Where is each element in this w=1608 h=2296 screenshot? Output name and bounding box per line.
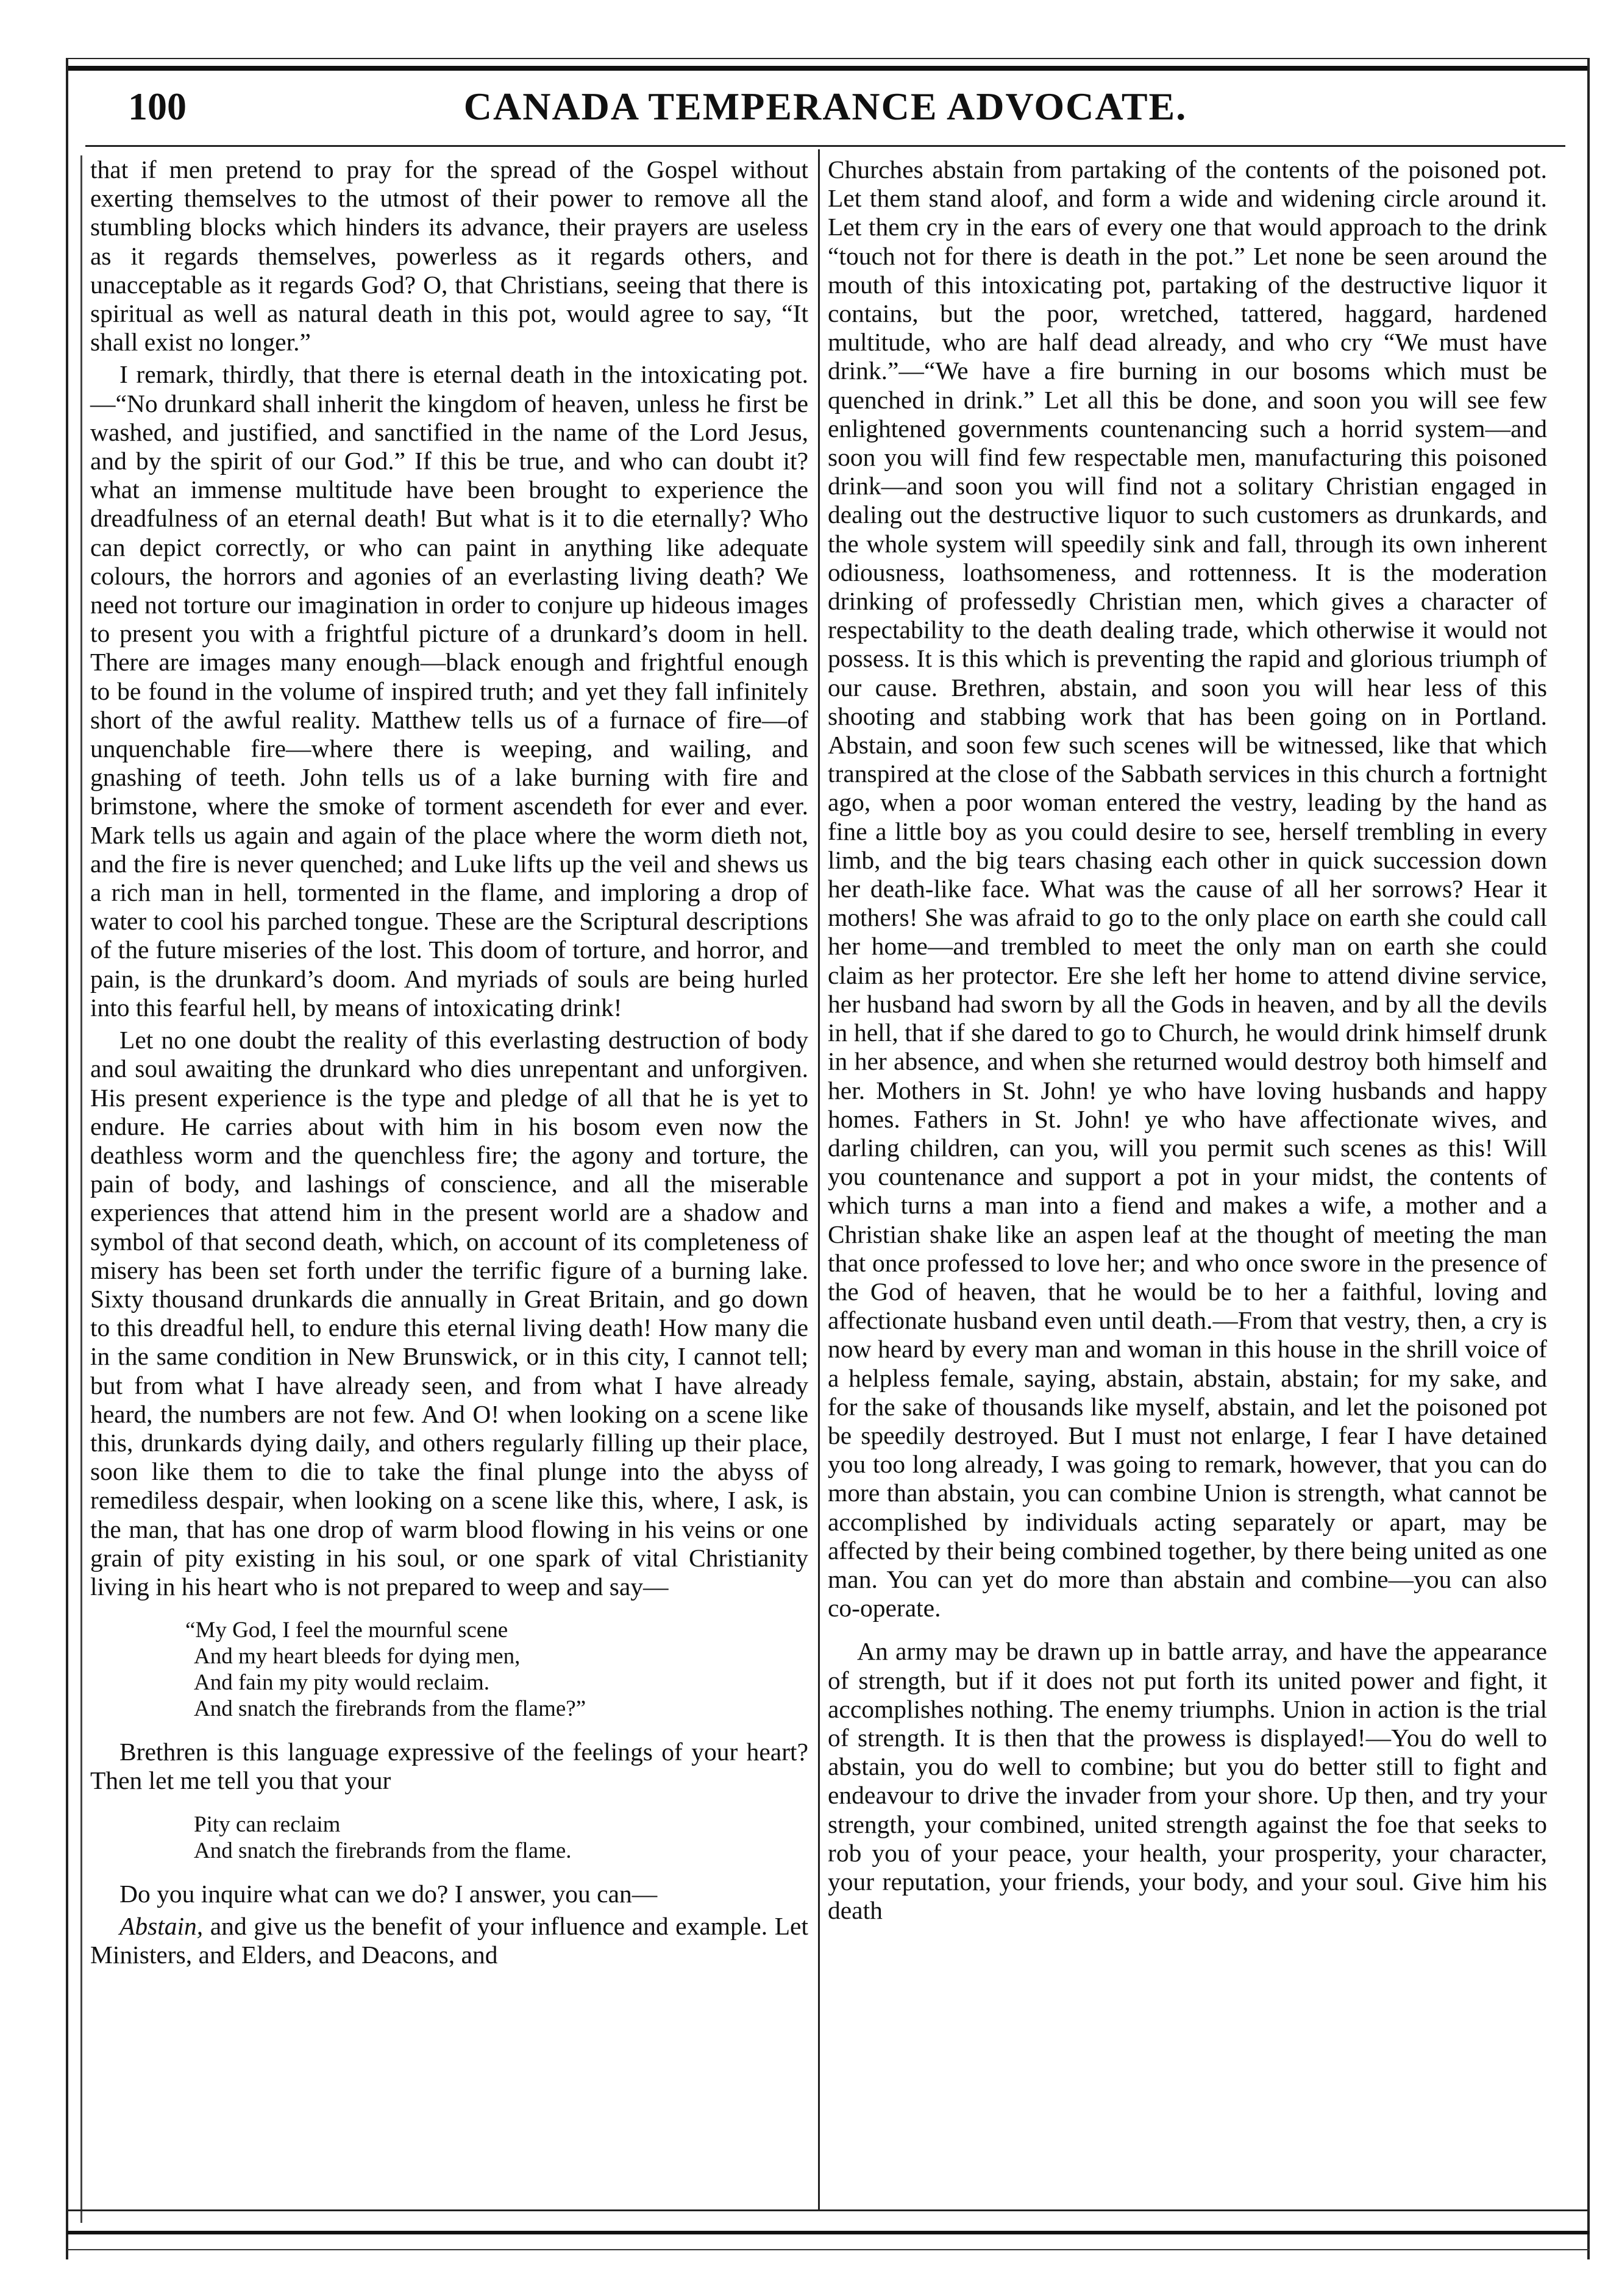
column-divider (818, 149, 820, 2209)
left-column (90, 155, 808, 1969)
page-header (85, 73, 1565, 140)
right-column (828, 155, 1547, 1925)
paragraph: Churches abstain from partaking of the contents of the poisoned pot. Let them stand aloof, and form a wide and widening circle around it. Let them cry in the ears of every one that would approach to the drink “touch not for there is death in the pot.” Let none be seen around the mouth of this intoxicating pot, partaking of the destructive liquor it contains, but the poor, wretched, tattered, haggard, hardened multitude, who are half dead already, and who cry “We must have drink.”—“We have a fire burning in our bosoms which must be quenched in drink.” Let all this be done, and soon you will see few enlightened governments countenancing such a horrid system—and soon you will find few respectable men, manufacturing this poisoned drink—and soon you will find not a solitary Christian engaged in dealing out the destructive liquor to such customers as drunkards, and the whole system will speedily sink and fall, through its own inherent odiousness, loathsomeness, and rottenness. It is the moderation drinking of professedly Christian men, which gives a character of respectability to the death dealing trade, which otherwise it would not possess. It is this which is preventing the rapid and glorious triumph of our cause. Brethren, abstain, and soon you will hear less of this shooting and stabbing work that has been going on in Portland. Abstain, and soon few such scenes will be witnessed, like that which transpired at the close of the Sabbath services in this church a fortnight ago, when a poor woman entered the vestry, leading by the hand as fine a little boy as you could desire to see, herself trembling in every limb, and the big tears chasing each other in quick succession down her death-like face. What was the cause of all her sorrows? Hear it mothers! She was afraid to go to the only place on earth she could call her home—and trembled to meet the only man on earth she could claim as her protector. Ere she left her home to attend divine service, her husband had sworn by all the Gods in heaven, and by all the devils in hell, that if she dared to go to Church, he would drink himself drunk in her absence, and when she returned would destroy both himself and her. Mothers in St. John! ye who have loving husbands and happy homes. Fathers in St. John! ye who have affectionate wives, and darling children, can you, will you permit such scenes as this! Will you countenance and support a pot in your midst, the contents of which turns a man into a fiend and makes a wife, a mother and a Christian shake like an aspen leaf at the thought of meeting the man that once professed to love her; and who once swore in the presence of the God of heaven, that he would be to her a faithful, loving and affectionate husband even until death.—From that vestry, then, a cry is now heard by every man and woman in this house in the shrill voice of a helpless female, saying, abstain, abstain, abstain; for my sake, and for the sake of thousands like myself, abstain, and let the poisoned pot be speedily destroyed. But I must not enlarge, I fear I have detained you too long already, I was going to remark, however, that you can do more than abstain, you can combine Union is strength, what cannot be accomplished by individuals acting separately or apart, may be affected by their being combined together, by there being united as one man. You can yet do more than abstain and combine—you can also co-operate. (828, 155, 1547, 1622)
page-number: 100 (128, 85, 187, 128)
left-inner-rule (80, 155, 82, 2223)
verse-line: And my heart bleeds for dying men, (194, 1644, 521, 1669)
verse-quote (185, 1617, 808, 1722)
paragraph-gap (828, 1622, 1547, 1637)
right-border-rule (1587, 58, 1590, 2259)
verse-line: And fain my pity would reclaim. (194, 1670, 490, 1696)
top-thin-rule (67, 58, 1590, 59)
bottom-thick-rule (67, 2231, 1590, 2234)
verse-line: And snatch the firebrands from the flame. (194, 1838, 572, 1863)
running-title: CANADA TEMPERANCE ADVOCATE. (463, 85, 1187, 128)
paragraph: Let no one doubt the reality of this everlasting destruction of body and soul awaiting the drunkard who dies unrepentant and unforgiven. His present experience is the type and pledge of all that he is yet to endure. He carries about with him in his bosom even now the deathless worm and the quenchless fire; the agony and torture, the pain of body, and lashings of conscience, and all the miserable experiences that attend him in the present world are a shadow and symbol of that second death, which, on account of its completeness of misery has been set forth under the terrific figure of a burning lake. Sixty thousand drunkards die annually in Great Britain, and go down to this dreadful hell, to endure this eternal living death! How many die in the same condition in New Brunswick, or in this city, I cannot tell; but from what I have already seen, and from what I have already heard, the numbers are not few. And O! when looking on a scene like this, drunkards dying daily, and others regularly filling up their place, soon like them to die to take the final plunge into the abyss of remediless despair, when looking on a scene like this, where, I ask, is the man, that has one drop of warm blood flowing in his veins or one grain of pity existing in his soul, or one spark of vital Christianity living in his heart who is not prepared to weep and say— (90, 1026, 808, 1601)
verse-line: And snatch the firebrands from the flame?” (194, 1696, 586, 1722)
paragraph (90, 1912, 808, 1969)
paragraph: Brethren is this language expressive of the feelings of your heart? Then let me tell you that your (90, 1738, 808, 1795)
verse-quote (194, 1811, 808, 1864)
paragraph: that if men pretend to pray for the spread of the Gospel without exerting themselves to the utmost of their power to remove all the stumbling blocks which hinders its advance, their prayers are useless as it regards themselves, powerless as it regards others, and unacceptable as it regards God? O, that Christians, seeing that there is spiritual as well as natural death in this pot, would agree to say, “It shall exist no longer.” (90, 155, 808, 357)
bottom-thin-rule (67, 2249, 1590, 2250)
header-rule (85, 145, 1565, 147)
bottom-rule (67, 2209, 1590, 2211)
paragraph: I remark, thirdly, that there is eternal death in the intoxicating pot.—“No drunkard shall inherit the kingdom of heaven, unless he first be washed, and justified, and sanctified in the name of the Lord Jesus, and by the spirit of our God.” If this be true, and who can doubt it? what an immense multitude have been brought to experience the dreadfulness of an eternal death! But what is it to die eternally? Who can depict correctly, or who can paint in anything like adequate colours, the horrors and agonies of an everlasting living death? We need not torture our imagination in order to conjure up hideous images to present you with a frightful picture of a drunkard’s doom in hell. There are images many enough—black enough and frightful enough to be found in the volume of inspired truth; and yet they fall infinitely short of the awful reality. Matthew tells us of a furnace of fire—of unquenchable fire—where there is weeping, and wailing, and gnashing of teeth. John tells us of a lake burning with fire and brimstone, where the smoke of torment ascendeth for ever and ever. Mark tells us again and again of the place where the worm dieth not, and the fire is never quenched; and Luke lifts up the veil and shews us a rich man in hell, tormented in the flame, and imploring a drop of water to cool his parched tongue. These are the Scriptural descriptions of the future miseries of the lost. This doom of torture, and horror, and pain, is the drunkard’s doom. And myriads of souls are being hurled into this fearful hell, by means of intoxicating drink! (90, 360, 808, 1022)
verse-line: “My God, I feel the mournful scene (185, 1618, 508, 1643)
verse-line: Pity can reclaim (194, 1811, 341, 1837)
paragraph-text: and give us the benefit of your influence and example. Let Ministers, and Elders, and Deacons, and (90, 1911, 808, 1969)
left-border-rule (66, 58, 68, 2259)
paragraph: An army may be drawn up in battle array, and have the appearance of strength, but if it does not put forth its united power and fight, it accomplishes nothing. The enemy triumphs. Union in action is the trial of strength. It is then that the prowess is displayed!—You do well to abstain, you do well to combine; but you do better still to fight and endeavour to drive the invader from your shore. Up then, and try your strength, your combined, united strength against the foe that seeks to rob you of your peace, your health, your prosperity, your character, your reputation, your friends, your body, and your soul. Give him his death (828, 1637, 1547, 1925)
paragraph: Do you inquire what can we do? I answer, you can— (119, 1879, 658, 1908)
emphasis: Abstain, (119, 1911, 204, 1940)
top-thick-rule (67, 66, 1590, 71)
